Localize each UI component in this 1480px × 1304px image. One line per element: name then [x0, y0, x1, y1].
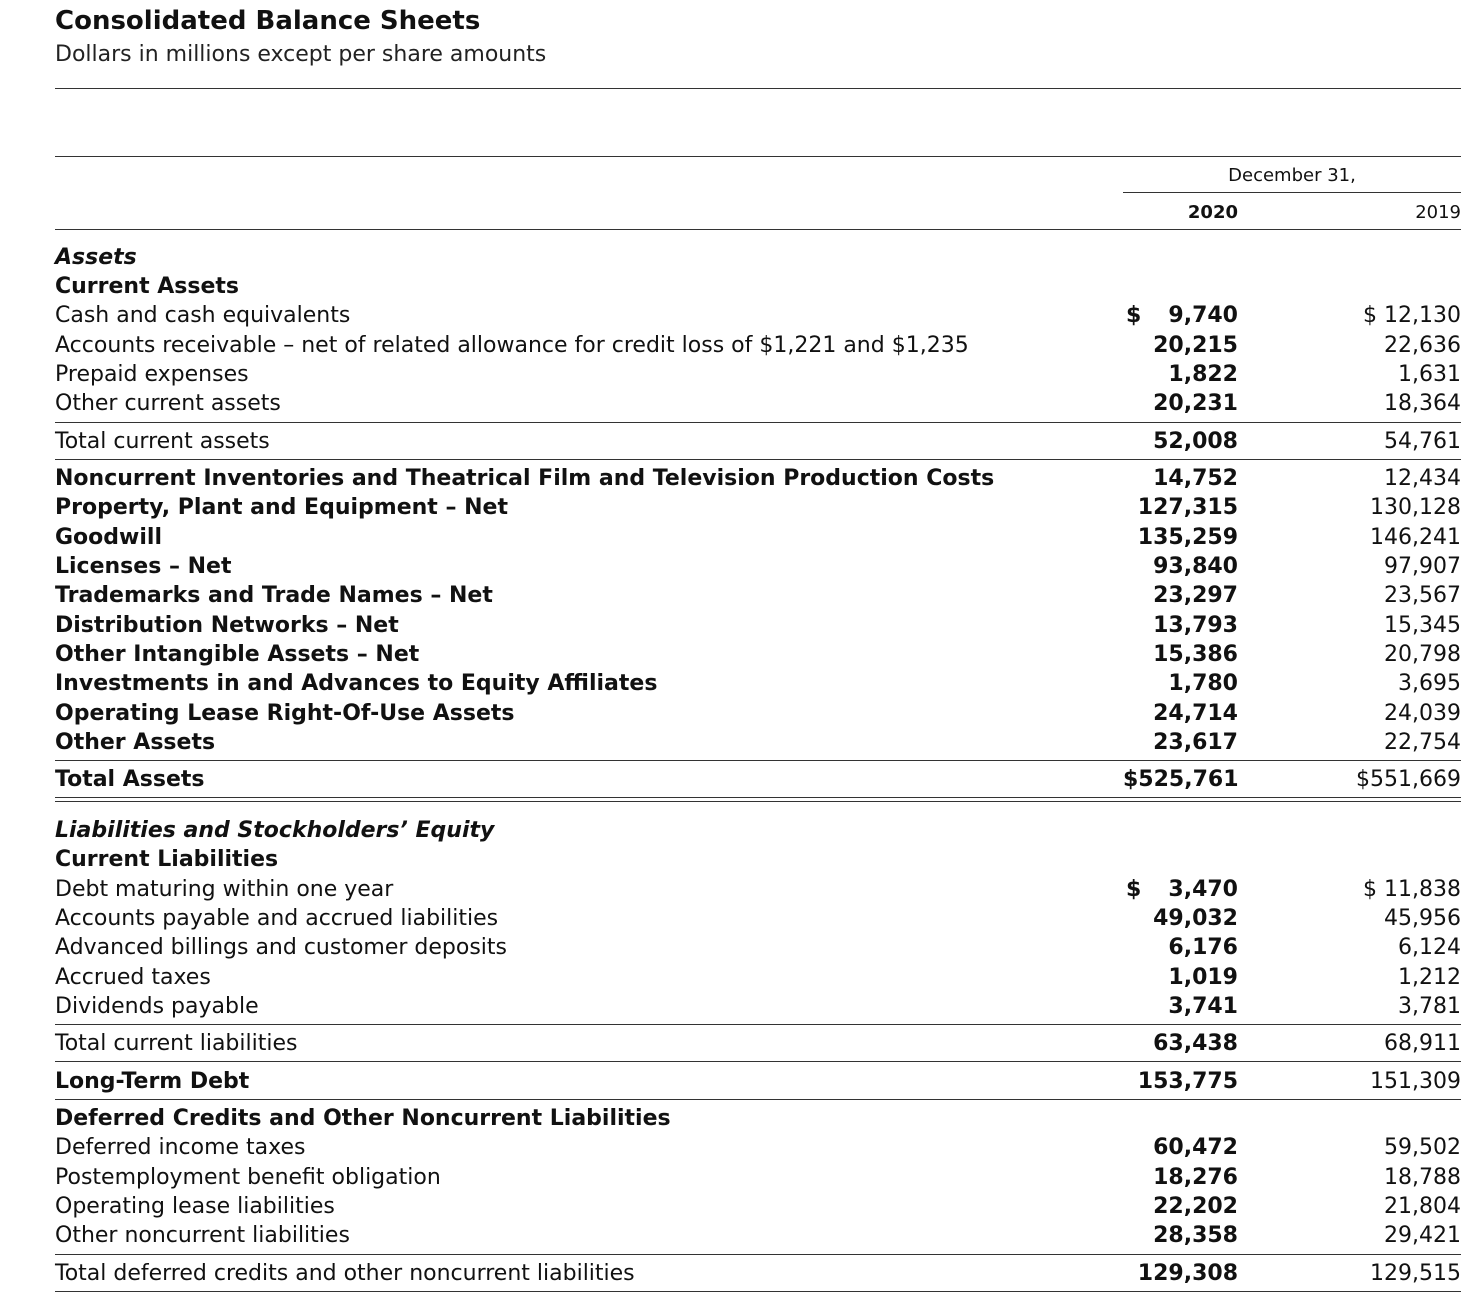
row-label: Investments in and Advances to Equity Affiliates [55, 671, 658, 696]
table-row [55, 552, 1461, 582]
value-2019: 1,212 [1398, 965, 1461, 990]
value-2020: 22,202 [1153, 1194, 1238, 1219]
value-2019: 54,761 [1384, 429, 1461, 454]
table-row [55, 1163, 1461, 1193]
row-label: Accrued taxes [55, 965, 211, 990]
value-2020: 52,008 [1153, 429, 1238, 454]
value-2020: 9,740 [1168, 303, 1238, 328]
divider [55, 156, 1461, 157]
value-2019: 15,345 [1384, 613, 1461, 638]
table-row [55, 581, 1461, 611]
value-2019: 45,956 [1384, 906, 1461, 931]
row-label: Accounts receivable – net of related allowance for credit loss of $1,221 and $1,235 [55, 333, 969, 358]
table-row [55, 669, 1461, 699]
value-2019: 97,907 [1384, 554, 1461, 579]
subsection-heading [55, 1104, 1461, 1134]
row-label: Long-Term Debt [55, 1069, 250, 1094]
row-label: Advanced billings and customer deposits [55, 935, 507, 960]
value-2020: 23,297 [1153, 583, 1238, 608]
table-row [55, 1029, 1461, 1059]
value-2020: 60,472 [1153, 1135, 1238, 1160]
value-2019: 29,421 [1384, 1223, 1461, 1248]
period-header: December 31, [1228, 165, 1356, 186]
table-row [55, 1259, 1461, 1289]
value-2019: 12,434 [1384, 466, 1461, 491]
value-2020: 127,315 [1137, 495, 1238, 520]
value-2019: 23,567 [1384, 583, 1461, 608]
row-label: Total Assets [55, 767, 205, 792]
table-row [55, 933, 1461, 963]
value-2020: 18,276 [1153, 1165, 1238, 1190]
value-2019: 68,911 [1384, 1031, 1461, 1056]
value-2020: 49,032 [1153, 906, 1238, 931]
page-title: Consolidated Balance Sheets [55, 6, 481, 36]
currency-symbol: $ [1126, 303, 1142, 328]
divider [55, 760, 1461, 761]
table-row [55, 331, 1461, 361]
table-row [55, 301, 1461, 331]
row-label: Prepaid expenses [55, 362, 249, 387]
value-2020: 153,775 [1137, 1069, 1238, 1094]
row-label: Cash and cash equivalents [55, 303, 351, 328]
row-label: Trademarks and Trade Names – Net [55, 583, 493, 608]
value-2020: 135,259 [1137, 525, 1238, 550]
table-row-total [55, 765, 1461, 795]
subsection-label: Current Assets [55, 274, 240, 299]
value-2019: 59,502 [1384, 1135, 1461, 1160]
value-2020: 3,741 [1168, 994, 1238, 1019]
row-label: Debt maturing within one year [55, 877, 394, 902]
divider [55, 459, 1461, 460]
row-label: Operating Lease Right-Of-Use Assets [55, 701, 515, 726]
table-row [55, 427, 1461, 457]
value-2019: 129,515 [1370, 1261, 1461, 1286]
row-label: Operating lease liabilities [55, 1194, 335, 1219]
value-2020: $525,761 [1123, 767, 1239, 792]
divider [55, 1254, 1461, 1255]
subsection-label: Current Liabilities [55, 847, 279, 872]
row-label: Distribution Networks – Net [55, 613, 399, 638]
table-row [55, 875, 1461, 905]
value-2019: 6,124 [1398, 935, 1461, 960]
value-2019: 151,309 [1370, 1069, 1461, 1094]
table-row [55, 992, 1461, 1022]
value-2020: 3,470 [1168, 877, 1238, 902]
table-row [55, 728, 1461, 758]
table-row [55, 1221, 1461, 1251]
divider [55, 229, 1461, 230]
value-2020: 1,822 [1168, 362, 1238, 387]
value-2019: $551,669 [1356, 767, 1461, 792]
table-row [55, 699, 1461, 729]
column-header-2020: 2020 [1187, 202, 1238, 223]
table-row [55, 963, 1461, 993]
value-2020: 20,215 [1153, 333, 1238, 358]
table-row [55, 464, 1461, 494]
row-label: Other Intangible Assets – Net [55, 642, 420, 667]
page-subtitle: Dollars in millions except per share amounts [55, 42, 547, 67]
value-2019: $ 12,130 [1363, 303, 1461, 328]
table-row [55, 640, 1461, 670]
table-row [55, 1067, 1461, 1097]
value-2020: 23,617 [1153, 730, 1238, 755]
value-2019: 130,128 [1370, 495, 1461, 520]
value-2020: 13,793 [1153, 613, 1238, 638]
row-label: Accounts payable and accrued liabilities [55, 906, 499, 931]
value-2019: 146,241 [1370, 525, 1461, 550]
divider [55, 1061, 1461, 1062]
value-2020: 1,780 [1168, 671, 1238, 696]
row-label: Licenses – Net [55, 554, 232, 579]
table-row [55, 493, 1461, 523]
table-row [55, 360, 1461, 390]
table-row [55, 389, 1461, 419]
divider [55, 1099, 1461, 1100]
divider [1123, 192, 1461, 193]
row-label: Other noncurrent liabilities [55, 1223, 350, 1248]
value-2020: 14,752 [1153, 466, 1238, 491]
row-label: Deferred income taxes [55, 1135, 306, 1160]
row-label: Postemployment benefit obligation [55, 1165, 441, 1190]
column-header-2019: 2019 [1415, 202, 1461, 223]
row-label: Total current assets [55, 429, 270, 454]
row-label: Other current assets [55, 391, 281, 416]
value-2020: 28,358 [1153, 1223, 1238, 1248]
section-label: Liabilities and Stockholders’ Equity [55, 818, 495, 843]
value-2020: 129,308 [1137, 1261, 1238, 1286]
section-label: Assets [55, 245, 137, 270]
table-row [55, 611, 1461, 641]
value-2019: 18,364 [1384, 391, 1461, 416]
table-row [55, 904, 1461, 934]
divider [55, 1291, 1461, 1292]
row-label: Total current liabilities [55, 1031, 298, 1056]
table-row [55, 523, 1461, 553]
value-2020: 6,176 [1168, 935, 1238, 960]
value-2020: 20,231 [1153, 391, 1238, 416]
value-2019: 21,804 [1384, 1194, 1461, 1219]
value-2019: 18,788 [1384, 1165, 1461, 1190]
value-2020: 1,019 [1168, 965, 1238, 990]
double-divider [55, 797, 1461, 802]
value-2020: 15,386 [1153, 642, 1238, 667]
row-label: Other Assets [55, 730, 216, 755]
table-row [55, 1192, 1461, 1222]
value-2019: $ 11,838 [1363, 877, 1461, 902]
row-label: Property, Plant and Equipment – Net [55, 495, 508, 520]
value-2020: 93,840 [1153, 554, 1238, 579]
divider [55, 88, 1461, 89]
section-heading [55, 243, 1461, 273]
subsection-label: Deferred Credits and Other Noncurrent Liabilities [55, 1106, 671, 1131]
subsection-heading [55, 845, 1461, 875]
value-2020: 63,438 [1153, 1031, 1238, 1056]
section-heading [55, 816, 1461, 846]
row-label: Total deferred credits and other noncurrent liabilities [55, 1261, 635, 1286]
value-2019: 20,798 [1384, 642, 1461, 667]
value-2019: 24,039 [1384, 701, 1461, 726]
value-2020: 24,714 [1153, 701, 1238, 726]
divider [55, 422, 1461, 423]
currency-symbol: $ [1126, 877, 1142, 902]
value-2019: 1,631 [1398, 362, 1461, 387]
value-2019: 22,636 [1384, 333, 1461, 358]
row-label: Noncurrent Inventories and Theatrical Film and Television Production Costs [55, 466, 995, 491]
value-2019: 3,781 [1398, 994, 1461, 1019]
value-2019: 3,695 [1398, 671, 1461, 696]
row-label: Goodwill [55, 525, 162, 550]
subsection-heading [55, 272, 1461, 302]
row-label: Dividends payable [55, 994, 259, 1019]
table-row [55, 1133, 1461, 1163]
divider [55, 1024, 1461, 1025]
value-2019: 22,754 [1384, 730, 1461, 755]
